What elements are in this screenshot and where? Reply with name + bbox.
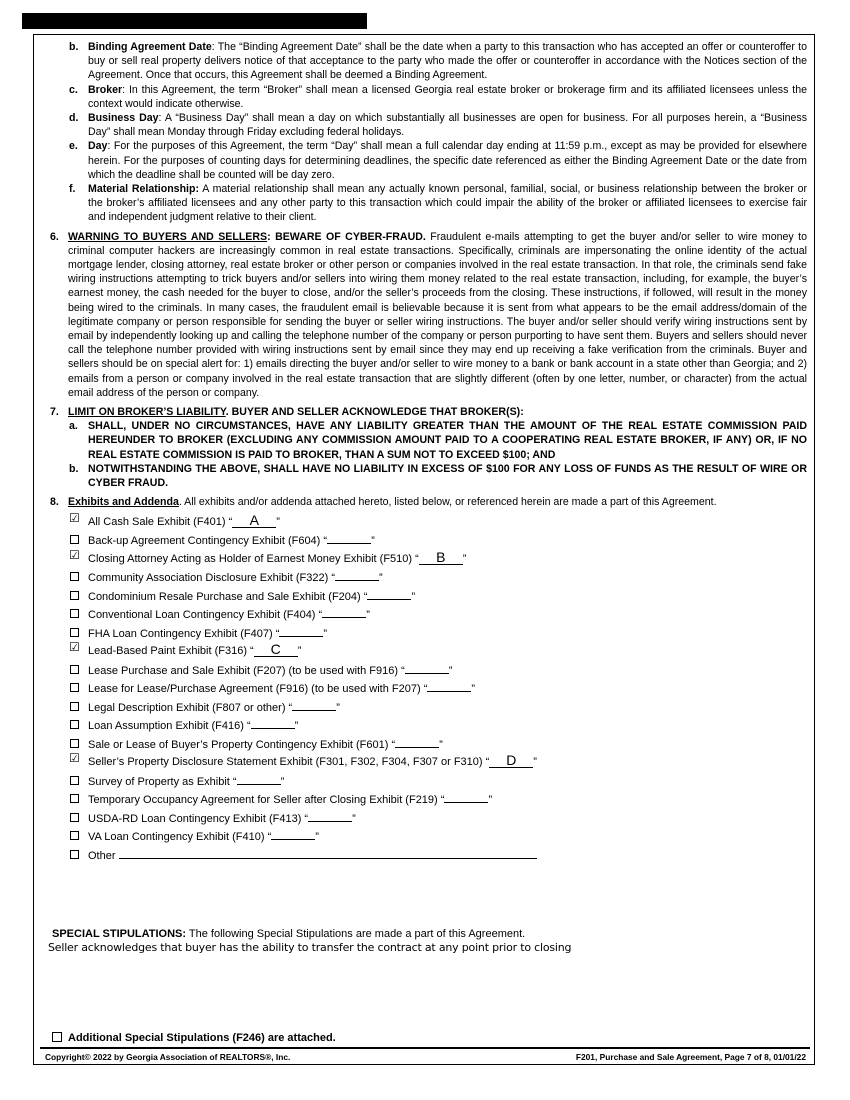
section-7-liability [48, 405, 807, 419]
form-page-info: F201, Purchase and Sale Agreement, Page 7 of 8, 01/01/22 [575, 1052, 806, 1062]
exhibit-letter-field[interactable] [322, 605, 366, 618]
checkmark-icon: ☑ [69, 547, 80, 562]
exhibit-label: FHA Loan Contingency Exhibit (F407) [88, 627, 273, 640]
redaction-bar [22, 13, 367, 29]
exhibit-checkbox[interactable] [70, 776, 79, 785]
exhibit-checkbox[interactable] [70, 628, 79, 637]
section-number: 8. [50, 496, 59, 509]
section-text: Fraudulent e-mails attempting to get the buyer and/or seller to wire money to criminal computer hackers are increasingly common in real estate transactions. Specifically, criminals are impersonating the online identity of the actual mortgage lender, closing attorney, real estate broker or other person or companies involved in the real estate transaction. In that role, the criminals send fake wiring instructions attempting to trick buyers and/or sellers into wiring them money related to the real estate transaction, including, for example, the buyer’s earnest money, the cash needed for the buyer to close, and/or the seller’s proceeds from the closing. These instructions, if followed, will result in the money being wired to the criminals. In many cases, the fraudulent email is believable because it is sent from what appears to be the email address/domain of the legitimate company or person responsible for sending the buyer or seller wiring instructions. The buyer and/or seller should verify wiring instructions sent by email by independently looking up and calling the telephone number of the company or person purporting to have sent them. Buyers and sellers should never call the telephone number provided with wiring instructions sent by email since they may end up receiving a fake verification from the criminals. Buyer and sellers should be on special alert for: 1) emails directing the buyer and/or seller to wire money to a bank or bank account in a state other than Georgia; and 2) emails from a person or company involved in the real estate transaction that are slightly different (often by one letter, number, or character) from the actual email address of the person or company. [68, 230, 807, 399]
exhibit-label: Condominium Resale Purchase and Sale Exhibit (F204) [88, 590, 361, 603]
item-label: c. [69, 83, 78, 96]
exhibit-letter-field[interactable] [405, 661, 449, 674]
exhibit-item: VA Loan Contingency Exhibit (F410) “ ” [48, 827, 807, 846]
section-heading: LIMIT ON BROKER’S LIABILITY [68, 406, 226, 419]
item-label: d. [69, 112, 79, 125]
exhibit-letter-field[interactable]: C [254, 644, 298, 657]
section-heading: WARNING TO BUYERS AND SELLERS [68, 230, 268, 243]
definition-e [48, 139, 807, 182]
exhibit-checkbox[interactable] [69, 640, 80, 655]
exhibit-checkbox[interactable] [70, 572, 79, 581]
item-label: f. [69, 183, 76, 196]
definition-text: : The “Binding Agreement Date” shall be the date when a party to this transaction who has accepted an offer or counteroffer to buy or sell real property delivers notice of that acceptance to the party who made the offer or counteroffer in accordance with the Notices section of the Agreement. Once that occurs, this Agreement shall be deemed a Binding Agreement. [88, 41, 807, 82]
exhibit-label: Sale or Lease of Buyer’s Property Contingency Exhibit (F601) [88, 738, 389, 751]
exhibit-label: Survey of Property as Exhibit [88, 775, 230, 788]
exhibit-letter-field[interactable] [271, 827, 315, 840]
exhibit-other [48, 846, 807, 865]
exhibit-item: ☑ Closing Attorney Acting as Holder of Earnest Money Exhibit (F510) “ B ” [69, 547, 467, 565]
exhibit-letter-field[interactable] [444, 790, 488, 803]
exhibit-letter-field[interactable] [327, 531, 371, 544]
definition-d [48, 111, 807, 139]
exhibit-item: ☑ All Cash Sale Exhibit (F401) “ A ” [69, 510, 280, 528]
exhibit-label: Lease for Lease/Purchase Agreement (F916) (to be used with F207) [88, 683, 421, 695]
exhibit-label: Other [88, 849, 116, 862]
definition-text: : For the purposes of this Agreement, the term “Day” shall mean a full calendar day ending at 11:59 p.m., except as may be provided for elsewhere herein. For the purposes of counting days for determining deadlines, the specific date referenced as either the Binding Agreement Date or the date from which the deadline shall be counted will be day zero. [88, 140, 807, 181]
exhibit-label: Lease Purchase and Sale Exhibit (F207) (to be used with F916) [88, 664, 399, 677]
exhibit-label: Conventional Loan Contingency Exhibit (F404) [88, 609, 316, 621]
exhibit-label: Back-up Agreement Contingency Exhibit (F604) [88, 535, 321, 547]
definition-text: : A “Business Day” shall mean a day on which substantially all businesses are open for business. For all purposes herein, a “Business Day” shall mean Monday through Friday excluding federal holidays. [88, 112, 807, 139]
special-stipulations-text[interactable]: Seller acknowledges that buyer has the ability to transfer the contract at any point prior to closing [48, 941, 572, 954]
item-label: e. [69, 140, 78, 153]
exhibit-item: Sale or Lease of Buyer’s Property Contingency Exhibit (F601) “ ” [48, 735, 807, 754]
definition-c [48, 83, 807, 111]
exhibit-checkbox[interactable] [70, 813, 79, 822]
exhibit-checkbox[interactable] [70, 702, 79, 711]
stipulations-heading-rest: The following Special Stipulations are made a part of this Agreement. [186, 928, 526, 940]
exhibit-checkbox[interactable] [69, 751, 80, 766]
exhibit-list [48, 510, 807, 846]
additional-stipulations-checkbox[interactable] [52, 1032, 62, 1042]
exhibit-item: Lease Purchase and Sale Exhibit (F207) (to be used with F916) “ ” [48, 661, 807, 680]
section-heading-rest: : BEWARE OF CYBER-FRAUD. [267, 230, 426, 243]
exhibit-letter-field[interactable] [395, 735, 439, 748]
stipulations-heading: SPECIAL STIPULATIONS: [52, 928, 187, 940]
exhibit-checkbox[interactable] [69, 547, 80, 563]
section-heading-rest: . BUYER AND SELLER ACKNOWLEDGE THAT BROKER(S): [225, 406, 524, 419]
exhibit-label: Community Association Disclosure Exhibit (F322) [88, 572, 329, 584]
definition-text: A material relationship shall mean any actually known personal, familial, social, or business relationship between the broker or the broker’s affiliated licensees and any other party to this transaction which could impair the ability of the broker or affiliated licensees to exercise fair and independent judgment relative to their client. [88, 183, 808, 224]
definition-term: Day [88, 140, 108, 153]
exhibit-checkbox[interactable] [70, 739, 79, 748]
additional-stipulations-label: Additional Special Stipulations (F246) are attached. [68, 1032, 336, 1044]
exhibit-checkbox[interactable] [70, 591, 79, 600]
exhibit-checkbox[interactable] [70, 683, 79, 692]
exhibit-label: All Cash Sale Exhibit (F401) [88, 515, 226, 528]
item-label: b. [69, 462, 79, 475]
exhibit-item: FHA Loan Contingency Exhibit (F407) “ ” [48, 624, 807, 643]
item-label: b. [69, 41, 79, 53]
liability-text: NOTWITHSTANDING THE ABOVE, SHALL HAVE NO LIABILITY IN EXCESS OF $100 FOR ANY LOSS OF FUNDS AS THE RESULT OF WIRE OR CYBER FRAUD. [88, 462, 807, 490]
exhibit-item: Community Association Disclosure Exhibit (F322) “ ” [48, 568, 807, 587]
document-body [48, 40, 807, 864]
exhibit-letter-field[interactable]: D [489, 755, 533, 768]
exhibit-checkbox[interactable] [70, 665, 79, 674]
section-number: 6. [50, 230, 59, 243]
exhibit-letter-field[interactable] [308, 809, 352, 822]
exhibit-label: Lead-Based Paint Exhibit (F316) [88, 645, 247, 657]
definition-b [48, 40, 807, 83]
exhibit-item: Temporary Occupancy Agreement for Seller after Closing Exhibit (F219) “ ” [48, 790, 807, 809]
exhibit-item: Survey of Property as Exhibit “ ” [48, 772, 807, 791]
exhibit-label: Closing Attorney Acting as Holder of Earnest Money Exhibit (F510) [88, 552, 413, 565]
exhibit-label: Temporary Occupancy Agreement for Seller after Closing Exhibit (F219) [88, 794, 438, 806]
exhibit-letter-field[interactable] [237, 772, 281, 785]
exhibit-item: Lease for Lease/Purchase Agreement (F916) (to be used with F207) “ ” [48, 679, 807, 698]
section-8-exhibits [48, 495, 807, 509]
definition-term: Business Day [88, 112, 159, 125]
exhibit-label: USDA-RD Loan Contingency Exhibit (F413) [88, 812, 302, 825]
exhibit-checkbox[interactable] [69, 510, 80, 526]
exhibit-item: ☑ Seller’s Property Disclosure Statement Exhibit (F301, F302, F304, F307 or F310) “ D ” [69, 751, 537, 768]
definition-term: Binding Agreement Date [88, 41, 212, 53]
definition-f [48, 182, 807, 225]
exhibit-checkbox[interactable] [70, 609, 79, 618]
exhibit-letter-field[interactable]: B [419, 552, 463, 565]
checkmark-icon: ☑ [69, 751, 80, 765]
definition-text: : In this Agreement, the term “Broker” shall mean a licensed Georgia real estate broker or brokerage firm and its affiliated licensees unless the context would indicate otherwise. [88, 83, 807, 110]
liability-b [48, 462, 807, 490]
liability-a [48, 419, 807, 462]
exhibit-label: Legal Description Exhibit (F807 or other) [88, 701, 286, 714]
section-number: 7. [50, 406, 59, 419]
exhibit-item: USDA-RD Loan Contingency Exhibit (F413) “ ” [48, 809, 807, 828]
exhibit-item: Condominium Resale Purchase and Sale Exhibit (F204) “ ” [48, 587, 807, 606]
exhibit-letter-field[interactable] [335, 568, 379, 581]
checkmark-icon: ☑ [69, 510, 80, 525]
exhibit-item: Loan Assumption Exhibit (F416) “ ” [48, 716, 807, 735]
definition-term: Broker [88, 83, 123, 96]
section-text: . All exhibits and/or addenda attached hereto, listed below, or referenced herein are made a part of this Agreement. [178, 496, 717, 509]
exhibit-item: Conventional Loan Contingency Exhibit (F404) “ ” [48, 605, 807, 624]
exhibit-checkbox[interactable] [70, 850, 79, 859]
exhibit-letter-field[interactable] [427, 679, 471, 692]
exhibit-letter-field[interactable] [292, 698, 336, 711]
exhibit-label: Seller’s Property Disclosure Statement Exhibit (F301, F302, F304, F307 or F310) [88, 756, 483, 768]
exhibit-checkbox[interactable] [70, 831, 79, 840]
checkmark-icon: ☑ [69, 640, 80, 654]
exhibit-item: Back-up Agreement Contingency Exhibit (F604) “ ” [48, 531, 807, 550]
special-stipulations-title [52, 928, 525, 940]
exhibit-label: Loan Assumption Exhibit (F416) [88, 720, 244, 732]
additional-stipulations [52, 1031, 336, 1044]
exhibit-item: ☑ Lead-Based Paint Exhibit (F316) “ C ” [69, 640, 302, 657]
item-label: a. [69, 420, 78, 433]
exhibit-checkbox[interactable] [70, 535, 79, 544]
other-blank-line[interactable] [119, 846, 537, 859]
section-heading: Exhibits and Addenda [68, 496, 179, 509]
exhibit-checkbox[interactable] [70, 794, 79, 803]
exhibit-letter-field[interactable]: A [232, 515, 276, 528]
footer-rule [40, 1047, 810, 1049]
liability-text: SHALL, UNDER NO CIRCUMSTANCES, HAVE ANY LIABILITY GREATER THAN THE AMOUNT OF THE REAL ESTATE COMMISSION PAID HEREUNDER TO BROKER (EXCLUDING ANY COMMISSION AMOUNT PAID TO A COOPERATING REAL ESTATE BROKER, IF ANY) OR, IF NO REAL ESTATE COMMISSION IS PAID TO BROKER, THAN A SUM NOT TO EXCEED $100; AND [88, 420, 807, 461]
section-6-cyber-fraud [48, 230, 807, 400]
exhibit-letter-field[interactable] [279, 624, 323, 637]
exhibit-letter-field[interactable] [367, 587, 411, 600]
copyright-text: Copyright© 2022 by Georgia Association of REALTORS®, Inc. [45, 1052, 291, 1062]
exhibit-letter-field[interactable] [251, 716, 295, 729]
definition-term: Material Relationship: [88, 183, 199, 196]
exhibit-label: VA Loan Contingency Exhibit (F410) [88, 831, 265, 843]
exhibit-checkbox[interactable] [70, 720, 79, 729]
exhibit-item: Legal Description Exhibit (F807 or other) “ ” [48, 698, 807, 717]
